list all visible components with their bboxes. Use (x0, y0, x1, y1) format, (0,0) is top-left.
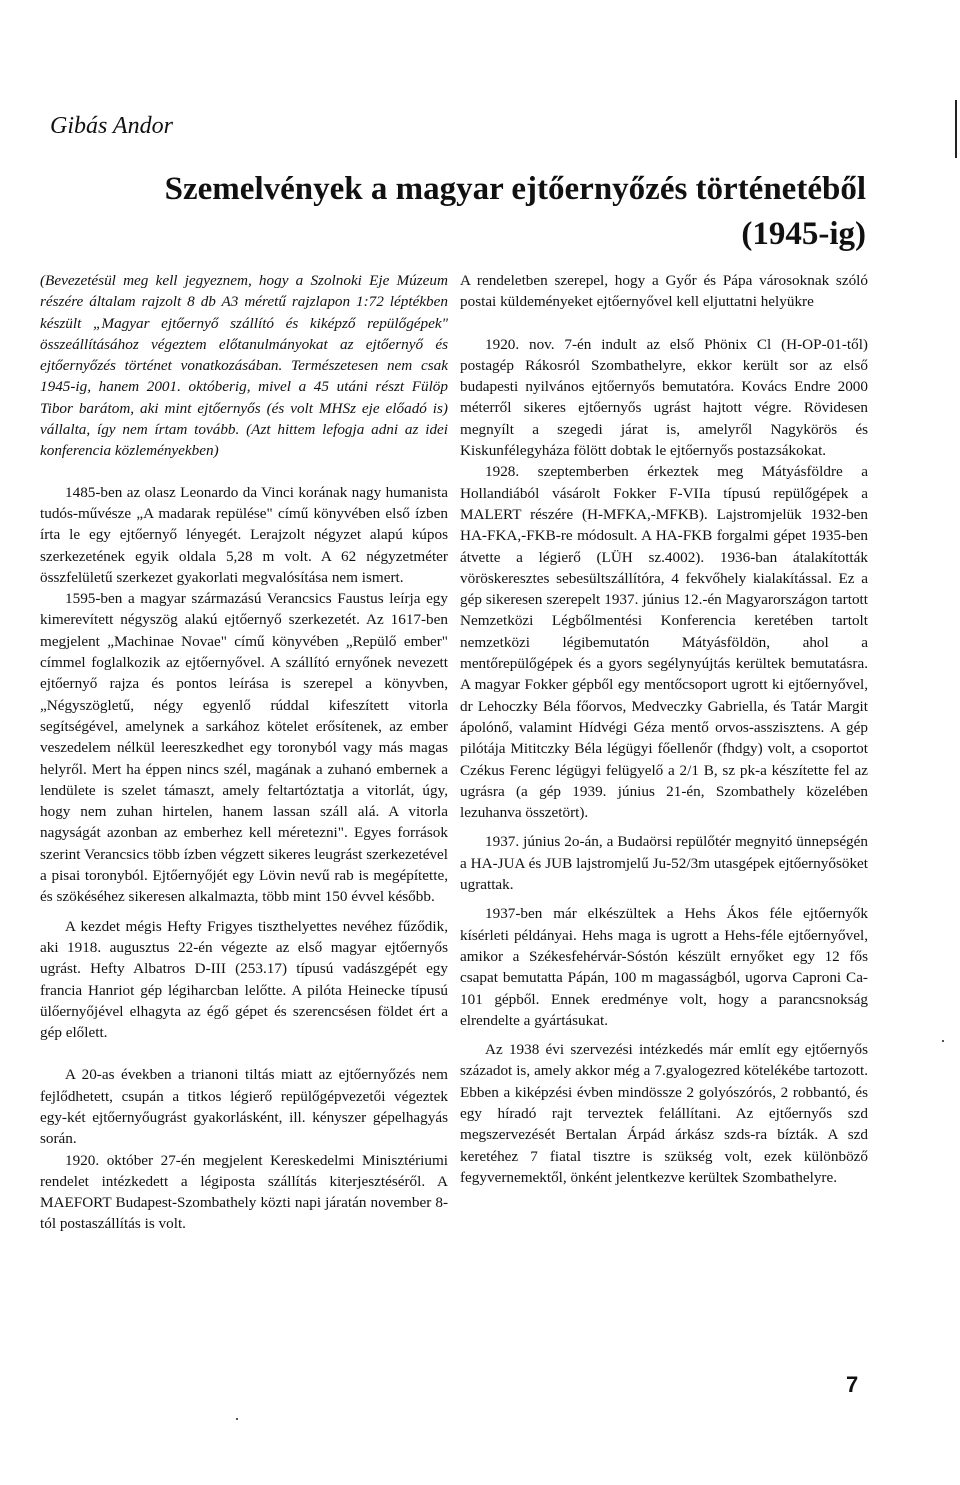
paragraph-leonardo: 1485-ben az olasz Leonardo da Vinci korának nagy humanista tudós-művésze „A madarak repülése" című könyvében első ízben írta le egy ejtőernyő lényegét. Lerajzolt négyzet alapú kúpos szerkezetének egyik oldala 5,28 m volt. A 62 négyzetméter összfelületű szerkezet gyakorlati megvalósítása nem ismert. (40, 483, 448, 586)
paragraph-1938: Az 1938 évi szervezési intézkedés már említ egy ejtőernyős századot is, amely akkor még a 7.gyalogezred kötelékébe tartozott. Ebben a kiképzési évben mindössze 2 golyószórós, 2 robbantó, és egy híradó rajt terveztek felállítani. Az ejtőernyős szd megszervezését Bertalan Árpád árkász szds-ra bízták. A szd keretéhez 7 fiatal tisztre is szükség volt, ezek különböző fegyvernemektől, önként jelentkezve kerültek Szombathelyre. (460, 1041, 868, 1186)
page-title (110, 167, 866, 257)
paragraph-verancsics: 1595-ben a magyar származású Verancsics Faustus leírja egy kimerevített négyszög alakú ejtőernyő szerkezetét. Az 1617-ben megjelent „Machinae Novae" című könyvében „Repülő ember" címmel foglalkozik az ejtőernyővel. A szállító ernyőnek nevezett ejtőernyő rajza és pontos leírása is szerepel a könyvben, „Négyszögletű, négy egyenlő rúddal kifeszített vitorla segítségével, amelynek a sarkához kötelet erősítenek, az ember veszedelem nélkül leereszkedhet egy toronyból vagy más magas helyről. Mert ha éppen nincs szél, magának a zuhanó embernek a lendülete is szelet támaszt, amely feltartóztatja a vitorlát, úgy, hogy nem zuhan hirtelen, hanem lassan száll alá. A vitorla nagyságát azonban az emberhez kell méretezni". Egyes források szerint Verancsics több ízben végzett sikeres leugrást szerkezetével a pisai toronyból. Ejtőernyőjét egy Lövin nevű rab is megépítette, és szökéséhez sikeresen alkalmazta, több mint 150 évvel később. (40, 590, 448, 906)
paragraph-phonix: 1920. nov. 7-én indult az első Phönix Cl (H-OP-01-től) postagép Rákosról Szombathelyre, ekkor került sor az első budapesti nyilvános ejtőernyős bemutatóra. Kovács Endre 2000 méterről sikeres ejtőernyős ugrást hajtott végre. Rövidesen megnyílt a szegedi járat is, amelyről Nagykörös és Kiskunfélegyháza fölött dobtak le ejtőernyős postazsákokat. (460, 335, 868, 460)
title-line-1: Szemelvények a magyar ejtőernyőzés történetéből (164, 171, 866, 207)
scan-speck (942, 1040, 944, 1042)
paragraph-1920-decree: 1920. október 27-én megjelent Kereskedelmi Minisztériumi rendelet intézkedett a légiposta szállítás kiterjesztéséről. A MAEFORT Budapest-Szombathely közti napi járatán november 8-tól postaszállítás is volt. (40, 1151, 448, 1233)
paragraph-fokker: 1928. szeptemberben érkeztek meg Mátyásföldre a Hollandiából vásárolt Fokker F-VIIa típusú repülőgépek a MALERT részére (H-MFKA,-MFKB). Lajstromjelük 1932-ben HA-FKA,-FKB-re módosult. A HA-FKB forgalmi gépet 1935-ben átvette a légierő (LÜH sz.4002). 1936-ban átalakították vöröskeresztes sebesültszállítóra, 4 fekvőhely kialakítással. Ez a gép sikeresen szerepelt 1937. június 12.-én Magyarországon tartott Nemzetközi Légbőlmentési Konferencia keretében tartolt nemzetközi légibemutatón Mátyásföldön, ahol a mentőrepülőgépek és a gyors segélynyújtás kerültek bemutatásra. A magyar Fokker gépből egy mentőcsoport ugrott ki ejtőernyővel, dr Lehoczky Béla főorvos, Medveczky Gabriella, és Tatár Margit ápolónő, valamint Hídvégi Géza mentő orvos-asszisztens. A gép pilótája Mititczky Béla légügyi főellenőr (fhdgy) volt, a csoportot Czékus Ferenc légügyi felügyelő a 2/1 B, sz pk-a készítette fel az ugrásra (a gép 1939. június 21-én, Szombathely közelében lezuhanva összetört). (460, 463, 868, 822)
right-edge-line (955, 100, 957, 158)
right-column (460, 270, 868, 1188)
paragraph-budaors: 1937. június 2o-án, a Budaörsi repülőtér megnyitó ünnepségén a HA-JUA és JUB lajstromjelű Ju-52/3m utasgépek ejtőernyősöket ugrattak. (460, 833, 868, 894)
paragraph-hefty: A kezdet mégis Hefty Frigyes tiszthelyettes nevéhez fűződik, aki 1918. augusztus 22-én végezte az első magyar ejtőernyős ugrást. Hefty Albatros D-III (253.17) típusú vadászgépét egy francia Hanriot gép légiharcban lelőtte. A pilóta Heinecke típusú ülőernyőjével elhagyta az égő gépet és szerencsésen földet ért a gép előlett. (40, 917, 448, 1042)
paragraph-gyor-papa: A rendeletben szerepel, hogy a Győr és Pápa városoknak szóló postai küldeményeket ejtőernyővel kell eljuttatni helyükre (460, 272, 868, 311)
title-line-2: (1945-ig) (741, 216, 866, 252)
left-column (40, 270, 448, 1235)
paragraph-hehs: 1937-ben már elkészültek a Hehs Ákos féle ejtőernyők kísérleti példányai. Hehs maga is ugrott a Hehs-féle ejtőernyővel, amikor a Székesfehérvár-Sóstón készült ernyőket egy 12 fős csapat bemutatta Pápán, 100 m magasságból, ugorva Caproni Ca-101 gépből. Ennek eredménye volt, hogy a parancsnokság elrendelte a gyártásukat. (460, 905, 868, 1029)
intro-paragraph: (Bevezetésül meg kell jegyeznem, hogy a Szolnoki Eje Múzeum részére általam rajzolt 8 db A3 méretű rajzlapon 1:72 léptékben készült „Magyar ejtőernyő szállító és kiképző repülőgépek" összeállításához végeztem előtanulmányokat az ejtőernyő és ejtőernyőzés történet vonatkozásában. Természetesen nem csak 1945-ig, hanem 2001. októberig, mivel a 45 utáni részt Fülöp Tibor barátom, aki mint ejtőernyős (és volt MHSz eje előadó is) vállalta, így nem írtam tovább. (Azt hittem lefogja adni az idei konferencia közleményekben) (40, 272, 448, 460)
page-number: 7 (846, 1372, 859, 1397)
author-name: Gibás Andor (50, 113, 173, 139)
scan-speck (236, 1418, 238, 1420)
paragraph-trianon: A 20-as években a trianoni tiltás miatt az ejtőernyőzés nem fejlődhetett, csupán a titkos légierő repülőgépvezetői végeztek egy-két ejtőernyőugrást gyakorlásként, ill. kényszer gépelhagyás során. (40, 1066, 448, 1148)
